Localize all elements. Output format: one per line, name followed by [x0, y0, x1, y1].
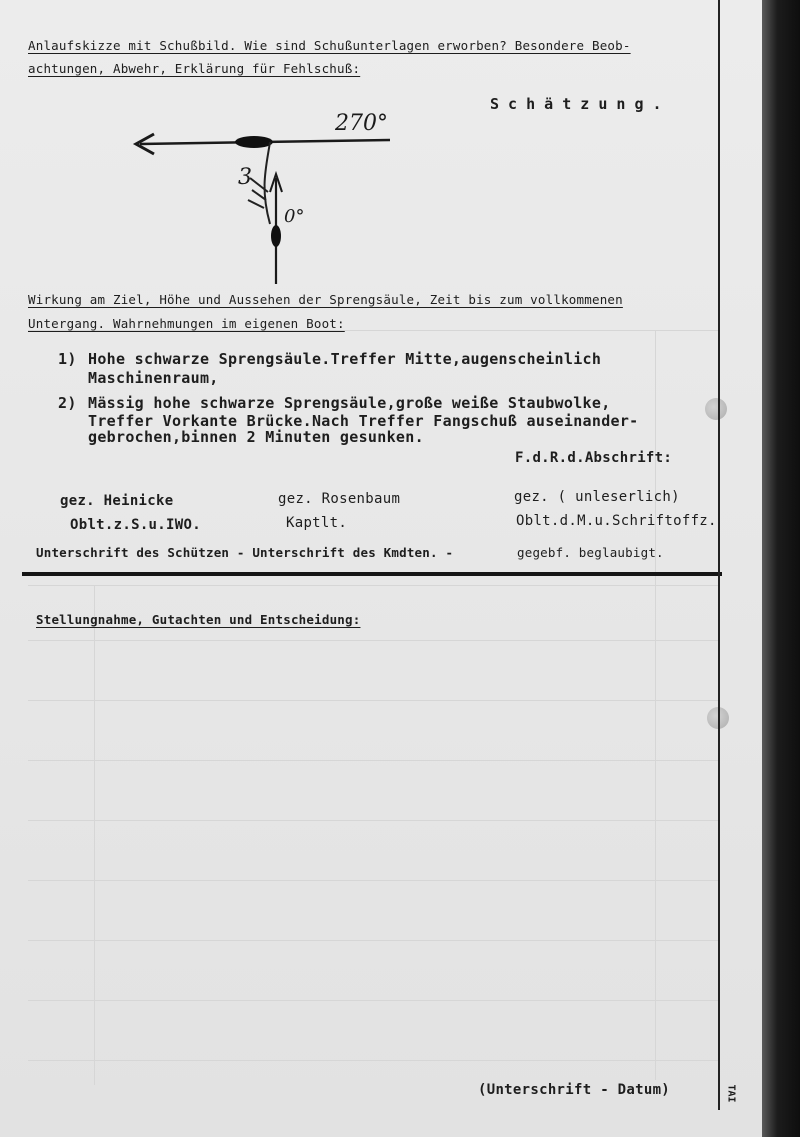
copy-note: F.d.R.d.Abschrift: — [515, 450, 673, 466]
estimate-label: S c h ä t z u n g . — [490, 95, 662, 113]
signature-copyist-name: gez. ( unleserlich) — [514, 489, 680, 505]
signature-copyist-rank: Oblt.d.M.u.Schriftoffz. — [516, 513, 717, 529]
signature-commander-rank: Kaptlt. — [286, 515, 348, 531]
side-mark: TAI — [725, 1084, 737, 1103]
u-boat-icon — [271, 225, 281, 247]
effect-heading-1: Wirkung am Ziel, Höhe und Aussehen der Sprengsäule, Zeit bis zum vollkommenen — [28, 292, 623, 307]
attack-sketch — [120, 108, 410, 288]
observation-2-line-2: Treffer Vorkante Brücke.Nach Treffer Fangschuß auseinander- — [88, 412, 639, 430]
margin-rule — [718, 0, 720, 1110]
bleed-line — [28, 1060, 718, 1061]
bleed-line — [28, 880, 718, 881]
bleed-line — [94, 585, 95, 1085]
punch-hole — [705, 398, 727, 420]
certified-note: gegebf. beglaubigt. — [517, 545, 664, 560]
page-edge-shadow — [762, 0, 800, 1137]
signature-shooter-name: gez. Heinicke — [60, 493, 174, 509]
bleed-line — [28, 940, 718, 941]
statement-heading: Stellungnahme, Gutachten und Entscheidung: — [36, 612, 361, 627]
angle-label: 3 — [238, 165, 252, 190]
observation-2-line-1: Mässig hohe schwarze Sprengsäule,große weiße Staubwolke, — [88, 394, 611, 412]
bleed-line — [655, 330, 656, 1080]
target-ship-icon — [235, 136, 273, 148]
footer-signature-label: (Unterschrift - Datum) — [478, 1082, 671, 1098]
signature-shooter-rank: Oblt.z.S.u.IWO. — [70, 517, 201, 533]
header-line-1: Anlaufskizze mit Schußbild. Wie sind Schußunterlagen erworben? Besondere Beob- — [28, 38, 631, 53]
observation-2-number: 2) — [58, 394, 77, 412]
heading-torpedo-label: 0° — [284, 206, 305, 227]
section-divider — [22, 572, 722, 576]
bleed-line — [28, 700, 718, 701]
heading-target-label: 270° — [335, 111, 388, 136]
bleed-line — [28, 640, 718, 641]
bleed-line — [28, 585, 718, 586]
aim-angle-line — [265, 142, 270, 224]
signature-commander-name: gez. Rosenbaum — [278, 491, 401, 507]
observation-1-line-2: Maschinenraum, — [88, 369, 219, 387]
bleed-line — [28, 1000, 718, 1001]
signature-caption: Unterschrift des Schützen - Unterschrift des Kmdten. - — [36, 545, 454, 560]
header-line-2: achtungen, Abwehr, Erklärung für Fehlschuß: — [28, 61, 361, 76]
observation-1-line-1: Hohe schwarze Sprengsäule.Treffer Mitte,augenscheinlich — [88, 350, 602, 368]
observation-2-line-3: gebrochen,binnen 2 Minuten gesunken. — [88, 428, 424, 446]
effect-heading-2: Untergang. Wahrnehmungen im eigenen Boot: — [28, 316, 345, 331]
observation-1-number: 1) — [58, 350, 77, 368]
bleed-line — [28, 760, 718, 761]
bleed-line — [28, 820, 718, 821]
